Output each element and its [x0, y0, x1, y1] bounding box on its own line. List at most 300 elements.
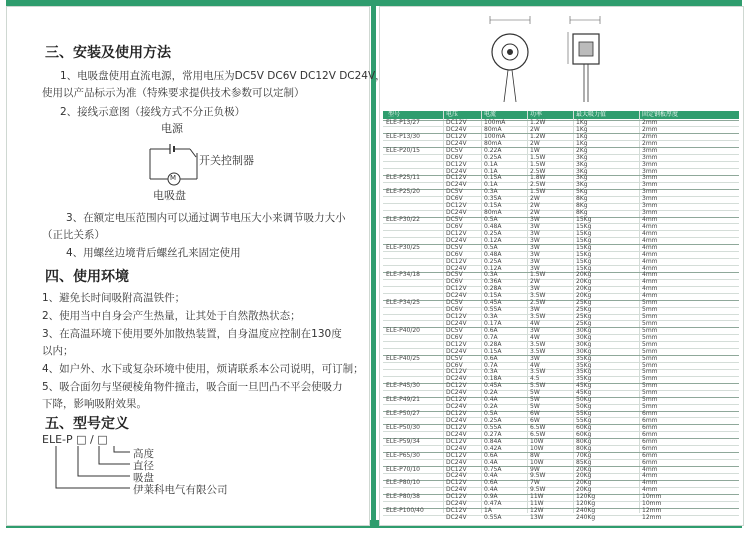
- table-cell: 4mm: [642, 472, 658, 480]
- table-cell: 0.45A: [484, 382, 502, 390]
- table-cell: 4mm: [642, 271, 658, 279]
- table-cell: 3W: [530, 257, 540, 265]
- table-cell: 120Kg: [576, 493, 596, 501]
- table-cell: 0.12A: [484, 236, 502, 244]
- table-cell: 5W: [530, 389, 540, 397]
- table-cell: 0.7A: [484, 361, 498, 369]
- row-divider: [383, 383, 739, 384]
- row-divider: [383, 411, 739, 412]
- table-cell: 45Kg: [576, 382, 592, 390]
- section-5-title: 五、型号定义: [45, 416, 129, 432]
- row-divider: [383, 515, 739, 516]
- s3-item4: 4、用螺丝边境背后螺丝孔来固定使用: [66, 247, 241, 259]
- table-cell: ELE-P80/38: [386, 493, 420, 501]
- table-cell: 0.3A: [484, 313, 498, 321]
- table-cell: 8Kg: [576, 195, 588, 203]
- table-cell: 0.25A: [484, 257, 502, 265]
- table-cell: 3mm: [642, 181, 658, 189]
- row-divider: [383, 182, 739, 183]
- table-cell: 5mm: [642, 396, 658, 404]
- table-cell: 6mm: [642, 423, 658, 431]
- row-divider: [383, 452, 739, 453]
- row-divider: [383, 424, 739, 425]
- table-cell: 0.45A: [484, 299, 502, 307]
- s4-item4: 4、如户外、水下或复杂环境中使用，烦请联系本公司说明，可订制；: [42, 363, 364, 375]
- table-cell: 50Kg: [576, 396, 592, 404]
- table-cell: ELE-P50/30: [386, 423, 420, 431]
- table-cell: DC12V: [446, 507, 467, 515]
- table-cell: DC24V: [446, 486, 467, 494]
- table-cell: 1W: [530, 146, 540, 154]
- table-cell: 6W: [530, 410, 540, 418]
- row-divider: [383, 417, 739, 418]
- s4-item2: 2、使用当中自身会产生热量，让其处于自然散热状态；: [42, 310, 301, 322]
- table-cell: 6mm: [642, 451, 658, 459]
- table-cell: 3Kg: [576, 174, 588, 182]
- table-cell: 5mm: [642, 389, 658, 397]
- table-cell: 0.15A: [484, 174, 502, 182]
- table-cell: 5W: [530, 403, 540, 411]
- table-cell: DC5V: [446, 188, 463, 196]
- table-cell: 0.84A: [484, 437, 502, 445]
- table-cell: 3W: [530, 250, 540, 258]
- table-cell: 35Kg: [576, 368, 592, 376]
- row-divider: [383, 487, 739, 488]
- table-cell: DC12V: [446, 479, 467, 487]
- table-cell: 2W: [530, 209, 540, 217]
- table-cell: 11W: [530, 493, 544, 501]
- table-cell: DC24V: [446, 458, 467, 466]
- table-cell: 240Kg: [576, 514, 596, 521]
- section-3-title: 三、安装及使用方法: [45, 45, 171, 61]
- s3-item2: 2、接线示意图（接线方式不分正负极）: [60, 106, 246, 118]
- row-divider: [383, 348, 739, 349]
- table-cell: 0.6A: [484, 451, 498, 459]
- table-cell: 5mm: [642, 340, 658, 348]
- row-divider: [383, 154, 739, 155]
- table-cell: 0.55A: [484, 423, 502, 431]
- table-cell: DC12V: [446, 368, 467, 376]
- table-cell: 3mm: [642, 153, 658, 161]
- table-cell: 4mm: [642, 292, 658, 300]
- row-divider: [383, 334, 739, 335]
- table-cell: 20Kg: [576, 479, 592, 487]
- s3-item1-line1: 1、电吸盘使用直流电源，常用电压为DC5V DC6V DC12V DC24V，: [60, 70, 386, 82]
- table-cell: 100mA: [484, 132, 506, 140]
- header-plate-thickness: 固定钢板厚度: [642, 111, 679, 118]
- row-divider: [383, 258, 739, 259]
- table-cell: 0.55A: [484, 514, 502, 521]
- row-divider: [383, 341, 739, 342]
- table-cell: 0.5A: [484, 410, 498, 418]
- row-divider: [383, 237, 739, 238]
- table-cell: ELE-P34/18: [386, 271, 420, 279]
- table-cell: 2mm: [642, 139, 658, 147]
- table-cell: 55Kg: [576, 410, 592, 418]
- table-cell: 0.2A: [484, 389, 498, 397]
- table-cell: DC12V: [446, 382, 467, 390]
- s4-item3-line1: 3、在高温环境下使用要外加散热装置，自身温度应控制在130度: [42, 328, 342, 340]
- s4-item5-line2: 下降，影响吸附效果。: [42, 398, 147, 410]
- row-divider: [383, 175, 739, 176]
- table-cell: 10W: [530, 458, 544, 466]
- table-cell: 25Kg: [576, 306, 592, 314]
- table-cell: 0.28A: [484, 285, 502, 293]
- header-current: 电流: [484, 111, 497, 118]
- table-cell: ELE-P40/20: [386, 326, 420, 334]
- row-divider: [383, 161, 739, 162]
- table-cell: 80mA: [484, 209, 502, 217]
- table-cell: 2.5W: [530, 167, 546, 175]
- table-cell: 1Kg: [576, 125, 588, 133]
- table-cell: DC12V: [446, 160, 467, 168]
- table-cell: DC12V: [446, 174, 467, 182]
- table-cell: 30Kg: [576, 340, 592, 348]
- table-cell: ELE-P70/10: [386, 465, 420, 473]
- table-cell: DC24V: [446, 236, 467, 244]
- table-cell: 1.2W: [530, 132, 546, 140]
- power-label: 电源: [161, 122, 183, 135]
- table-cell: ELE-P49/21: [386, 396, 420, 404]
- table-cell: 3.5W: [530, 368, 546, 376]
- table-cell: 8Kg: [576, 202, 588, 210]
- table-cell: 3mm: [642, 160, 658, 168]
- table-cell: ELE-P34/25: [386, 299, 420, 307]
- table-cell: 35Kg: [576, 361, 592, 369]
- table-cell: DC12V: [446, 257, 467, 265]
- table-cell: 80Kg: [576, 437, 592, 445]
- table-cell: DC12V: [446, 132, 467, 140]
- row-divider: [383, 376, 739, 377]
- table-cell: 10mm: [642, 493, 662, 501]
- table-cell: DC12V: [446, 423, 467, 431]
- table-cell: 5mm: [642, 382, 658, 390]
- table-cell: 70Kg: [576, 451, 592, 459]
- row-divider: [383, 404, 739, 405]
- table-cell: 20Kg: [576, 292, 592, 300]
- row-divider: [383, 445, 739, 446]
- table-cell: 3W: [530, 264, 540, 272]
- table-cell: 15Kg: [576, 229, 592, 237]
- table-cell: 4mm: [642, 243, 658, 251]
- table-cell: 1Kg: [576, 132, 588, 140]
- row-divider: [383, 210, 739, 211]
- table-cell: 1.5W: [530, 188, 546, 196]
- table-cell: ELE-P25/20: [386, 188, 420, 196]
- table-cell: 2mm: [642, 132, 658, 140]
- table-cell: DC24V: [446, 403, 467, 411]
- table-cell: 5mm: [642, 313, 658, 321]
- table-cell: DC12V: [446, 493, 467, 501]
- row-divider: [383, 466, 739, 467]
- table-cell: DC24V: [446, 181, 467, 189]
- table-cell: 50Kg: [576, 403, 592, 411]
- table-cell: 60Kg: [576, 430, 592, 438]
- table-cell: DC12V: [446, 410, 467, 418]
- row-divider: [383, 217, 739, 218]
- table-cell: 35Kg: [576, 354, 592, 362]
- table-cell: 0.4A: [484, 472, 498, 480]
- table-cell: 15Kg: [576, 264, 592, 272]
- row-divider: [383, 133, 739, 134]
- row-divider: [383, 126, 739, 127]
- table-cell: ELE-P13/30: [386, 132, 420, 140]
- table-cell: 20Kg: [576, 278, 592, 286]
- table-cell: 0.9A: [484, 493, 498, 501]
- table-cell: 0.6A: [484, 326, 498, 334]
- table-cell: 0.3A: [484, 188, 498, 196]
- def-diameter: 直径: [133, 460, 154, 472]
- table-cell: 15Kg: [576, 222, 592, 230]
- table-cell: 12mm: [642, 514, 662, 521]
- table-cell: 5Kg: [576, 188, 588, 196]
- table-cell: 0.47A: [484, 500, 502, 508]
- table-cell: ELE-P25/11: [386, 174, 420, 182]
- table-cell: 0.7A: [484, 333, 498, 341]
- table-cell: 3W: [530, 306, 540, 314]
- header-voltage: 电压: [446, 111, 459, 118]
- table-cell: 3.5W: [530, 340, 546, 348]
- table-cell: DC12V: [446, 285, 467, 293]
- table-cell: 3W: [530, 229, 540, 237]
- table-cell: 6mm: [642, 437, 658, 445]
- table-cell: 2.5W: [530, 181, 546, 189]
- table-cell: DC24V: [446, 264, 467, 272]
- table-cell: 80mA: [484, 139, 502, 147]
- table-cell: DC24V: [446, 472, 467, 480]
- product-dimension-drawing: [480, 12, 650, 107]
- row-divider: [383, 286, 739, 287]
- table-cell: ELE-P30/25: [386, 243, 420, 251]
- table-cell: ELE-P13/27: [386, 119, 420, 126]
- table-cell: DC5V: [446, 354, 463, 362]
- table-cell: DC24V: [446, 444, 467, 452]
- row-divider: [383, 397, 739, 398]
- table-cell: 3mm: [642, 174, 658, 182]
- table-cell: 10W: [530, 444, 544, 452]
- table-cell: 0.25A: [484, 153, 502, 161]
- table-cell: 3mm: [642, 146, 658, 154]
- row-divider: [383, 459, 739, 460]
- table-cell: 5mm: [642, 306, 658, 314]
- table-cell: ELE-P30/22: [386, 216, 420, 224]
- table-cell: 4mm: [642, 285, 658, 293]
- table-cell: DC24V: [446, 514, 467, 521]
- table-cell: 3mm: [642, 188, 658, 196]
- table-cell: 4mm: [642, 257, 658, 265]
- table-cell: 4W: [530, 361, 540, 369]
- table-cell: 1.5W: [530, 160, 546, 168]
- table-cell: 15Kg: [576, 236, 592, 244]
- table-cell: 1.2W: [530, 119, 546, 126]
- row-divider: [383, 307, 739, 308]
- table-cell: 45Kg: [576, 389, 592, 397]
- table-cell: 0.5A: [484, 243, 498, 251]
- row-divider: [383, 501, 739, 502]
- table-cell: 1A: [484, 507, 492, 515]
- table-cell: 60Kg: [576, 423, 592, 431]
- table-cell: 20Kg: [576, 472, 592, 480]
- table-cell: DC24V: [446, 375, 467, 383]
- row-divider: [383, 431, 739, 432]
- row-divider: [383, 355, 739, 356]
- table-cell: DC6V: [446, 222, 463, 230]
- table-cell: 0.42A: [484, 444, 502, 452]
- table-cell: DC12V: [446, 229, 467, 237]
- table-cell: 3mm: [642, 202, 658, 210]
- table-cell: ELE-P80/10: [386, 479, 420, 487]
- table-cell: 0.4A: [484, 396, 498, 404]
- table-cell: 55Kg: [576, 416, 592, 424]
- table-cell: 5mm: [642, 347, 658, 355]
- table-cell: 3W: [530, 285, 540, 293]
- table-cell: 35Kg: [576, 375, 592, 383]
- row-divider: [383, 473, 739, 474]
- table-cell: DC24V: [446, 319, 467, 327]
- table-cell: DC6V: [446, 333, 463, 341]
- table-cell: 20Kg: [576, 465, 592, 473]
- table-cell: 3mm: [642, 195, 658, 203]
- table-cell: 3.5W: [530, 292, 546, 300]
- table-cell: 85Kg: [576, 458, 592, 466]
- table-cell: DC5V: [446, 299, 463, 307]
- table-cell: 2mm: [642, 125, 658, 133]
- table-cell: 3.5W: [530, 347, 546, 355]
- row-divider: [383, 230, 739, 231]
- table-cell: 3W: [530, 216, 540, 224]
- table-cell: 0.4A: [484, 486, 498, 494]
- table-cell: 1.8W: [530, 174, 546, 182]
- table-cell: 0.28A: [484, 340, 502, 348]
- table-cell: 25Kg: [576, 319, 592, 327]
- row-divider: [383, 244, 739, 245]
- table-cell: 4mm: [642, 222, 658, 230]
- table-cell: 15Kg: [576, 257, 592, 265]
- table-cell: 3W: [530, 243, 540, 251]
- table-cell: 2W: [530, 278, 540, 286]
- table-cell: 6mm: [642, 430, 658, 438]
- table-cell: 0.6A: [484, 479, 498, 487]
- table-cell: DC24V: [446, 292, 467, 300]
- table-cell: 0.4A: [484, 458, 498, 466]
- row-divider: [383, 320, 739, 321]
- table-cell: 6.5W: [530, 423, 546, 431]
- row-divider: [383, 265, 739, 266]
- table-cell: 120Kg: [576, 500, 596, 508]
- row-divider: [383, 147, 739, 148]
- table-cell: 6mm: [642, 458, 658, 466]
- table-cell: 4mm: [642, 479, 658, 487]
- table-cell: 6mm: [642, 416, 658, 424]
- table-cell: 5mm: [642, 375, 658, 383]
- s4-item1: 1、避免长时间吸附高温铁件；: [42, 292, 186, 304]
- table-cell: 1Kg: [576, 119, 588, 126]
- product-front-view: [490, 16, 530, 102]
- table-cell: ELE-P40/25: [386, 354, 420, 362]
- header-model: 型号: [388, 111, 401, 118]
- s4-item5-line1: 5、吸合面勿与坚硬棱角物件撞击，吸合面一旦凹凸不平会使吸力: [42, 381, 343, 393]
- table-cell: 8W: [530, 451, 540, 459]
- table-cell: 0.27A: [484, 430, 502, 438]
- table-cell: 3Kg: [576, 160, 588, 168]
- table-cell: 3.5W: [530, 313, 546, 321]
- table-cell: 4mm: [642, 465, 658, 473]
- table-cell: 0.1A: [484, 160, 498, 168]
- table-cell: 6mm: [642, 410, 658, 418]
- row-divider: [383, 390, 739, 391]
- table-cell: 9W: [530, 465, 540, 473]
- row-divider: [383, 279, 739, 280]
- table-cell: 0.15A: [484, 202, 502, 210]
- table-cell: DC5V: [446, 216, 463, 224]
- table-cell: DC12V: [446, 396, 467, 404]
- row-divider: [383, 251, 739, 252]
- table-cell: DC6V: [446, 250, 463, 258]
- row-divider: [383, 362, 739, 363]
- table-cell: 30Kg: [576, 347, 592, 355]
- table-cell: 5mm: [642, 368, 658, 376]
- table-cell: 4mm: [642, 486, 658, 494]
- row-divider: [383, 508, 739, 509]
- table-cell: 2W: [530, 139, 540, 147]
- s3-item3-line1: 3、在额定电压范围内可以通过调节电压大小来调节吸力大小: [66, 212, 346, 224]
- table-cell: ELE-P100/40: [386, 507, 424, 515]
- table-cell: DC24V: [446, 500, 467, 508]
- row-divider: [383, 140, 739, 141]
- table-cell: ELE-P65/30: [386, 451, 420, 459]
- row-divider: [383, 223, 739, 224]
- table-cell: 6W: [530, 416, 540, 424]
- magnet-label: 电吸盘: [153, 189, 186, 202]
- header-max-force: 最大吸力值: [576, 111, 607, 118]
- table-cell: 2Kg: [576, 146, 588, 154]
- table-cell: 0.15A: [484, 292, 502, 300]
- def-height: 高度: [133, 448, 154, 460]
- table-cell: DC12V: [446, 465, 467, 473]
- table-cell: 4mm: [642, 229, 658, 237]
- table-cell: 3Kg: [576, 167, 588, 175]
- table-cell: 0.35A: [484, 195, 502, 203]
- table-cell: DC6V: [446, 153, 463, 161]
- table-cell: 100mA: [484, 119, 506, 126]
- table-cell: 5W: [530, 396, 540, 404]
- table-cell: 3W: [530, 326, 540, 334]
- table-cell: DC6V: [446, 195, 463, 203]
- table-cell: DC12V: [446, 451, 467, 459]
- table-cell: 4mm: [642, 236, 658, 244]
- table-cell: 9.5W: [530, 472, 546, 480]
- table-cell: 5mm: [642, 333, 658, 341]
- table-cell: 0.2A: [484, 403, 498, 411]
- table-cell: 1.5W: [530, 153, 546, 161]
- row-divider: [383, 480, 739, 481]
- table-cell: 0.25A: [484, 229, 502, 237]
- def-suction: 吸盘: [133, 472, 154, 484]
- model-definition-brackets: [52, 444, 132, 504]
- table-cell: 30Kg: [576, 333, 592, 341]
- def-company: 伊莱科电气有限公司: [133, 484, 228, 496]
- row-divider: [383, 369, 739, 370]
- table-cell: DC5V: [446, 146, 463, 154]
- table-cell: 5mm: [642, 361, 658, 369]
- row-divider: [383, 494, 739, 495]
- table-cell: 4mm: [642, 264, 658, 272]
- table-cell: 3W: [530, 222, 540, 230]
- table-cell: 1.5W: [530, 271, 546, 279]
- table-cell: DC24V: [446, 139, 467, 147]
- table-cell: 3mm: [642, 167, 658, 175]
- table-cell: 80Kg: [576, 444, 592, 452]
